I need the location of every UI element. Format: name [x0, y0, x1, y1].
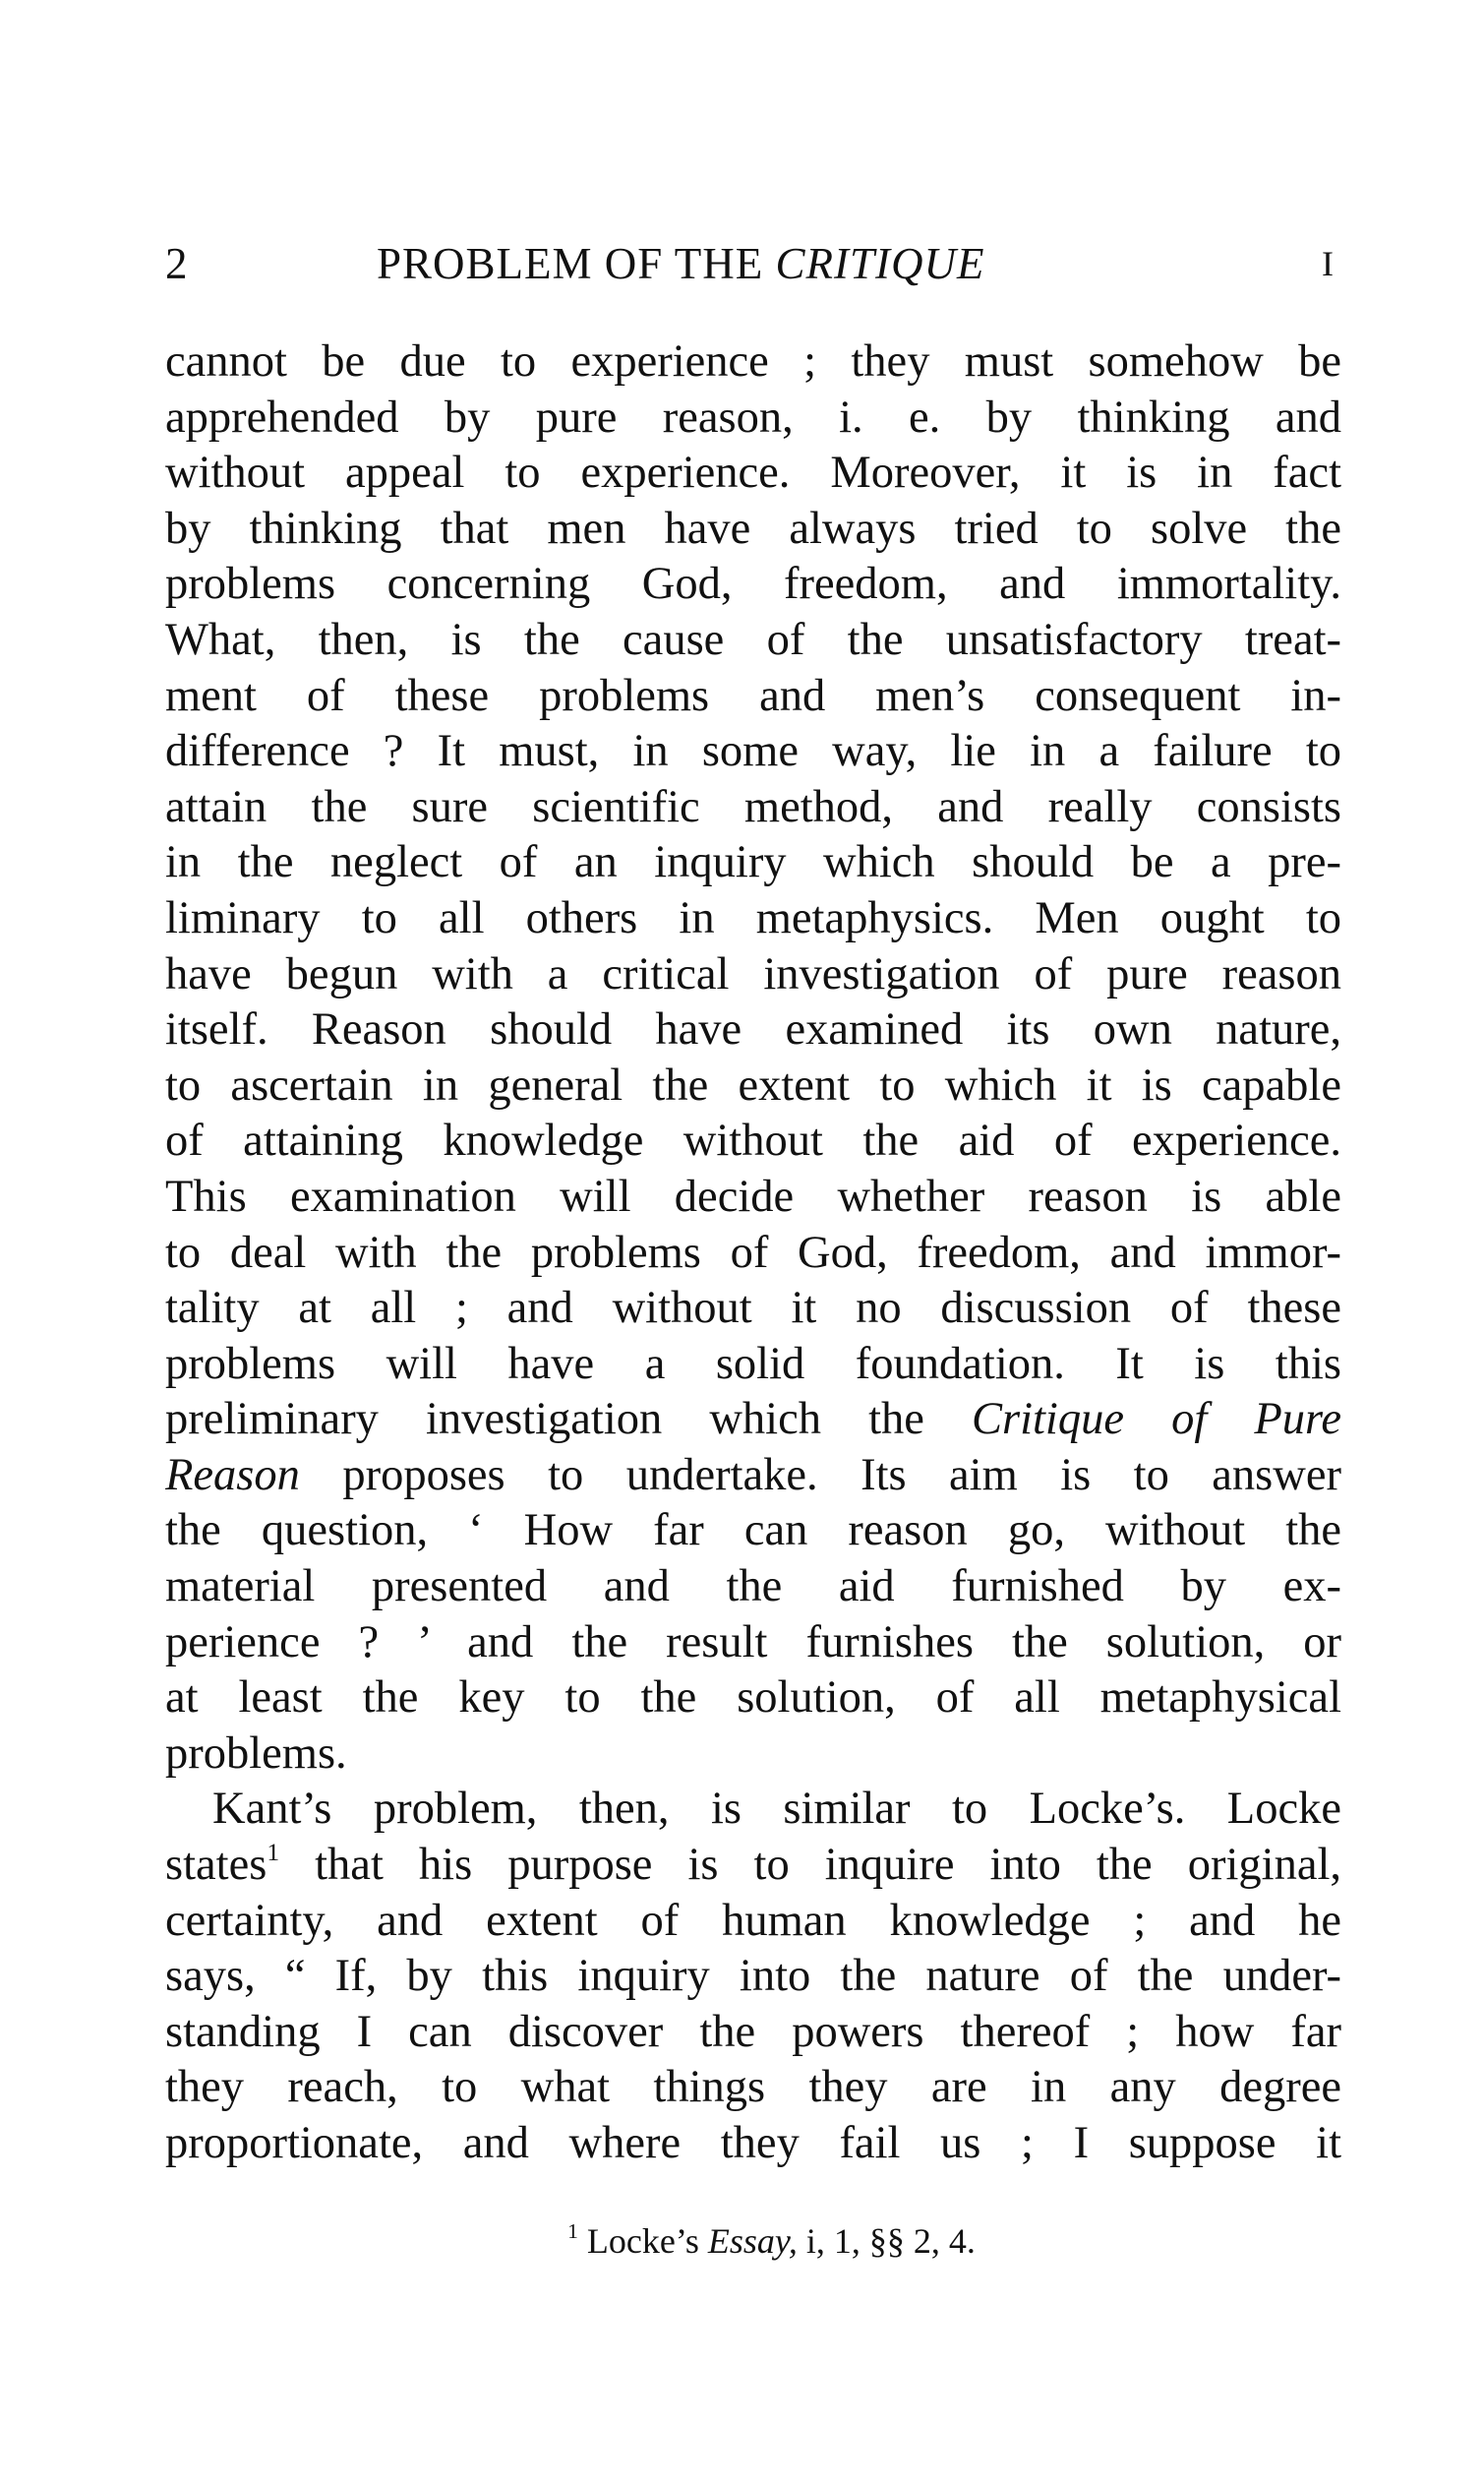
text-line: attain the sure scientific method, and really consists [165, 781, 1341, 832]
text-line: the question, ‘ How far can reason go, without the [165, 1505, 1341, 1556]
running-title [377, 228, 984, 299]
footnote [0, 2217, 1484, 2265]
text-segment: preliminary investigation which the [165, 1394, 972, 1445]
footnote-text: Locke’s [577, 2221, 708, 2261]
text-line: without appeal to experience. Moreover, it is in fact [165, 448, 1341, 499]
book-title-italic: Reason [165, 1449, 300, 1500]
running-header [165, 228, 1341, 299]
text-line: at least the key to the solution, of all metaphysical [165, 1672, 1341, 1724]
chapter-number: I [1322, 244, 1334, 283]
text-line: cannot be due to experience ; they must somehow be [165, 336, 1341, 387]
text-line: difference ? It must, in some way, lie in a failure to [165, 726, 1341, 777]
text-line: standing I can discover the powers thereof ; how far [165, 2006, 1341, 2057]
text-line: to deal with the problems of God, freedom, and immor- [165, 1227, 1341, 1278]
text-line [165, 1392, 1341, 1448]
body-text [165, 334, 1341, 2172]
text-line: apprehended by pure reason, i. e. by thinking and [165, 392, 1341, 443]
text-line [165, 1448, 1341, 1504]
text-line: itself. Reason should have examined its own nature, [165, 1004, 1341, 1056]
footnote-reference: 1 [267, 1838, 280, 1866]
book-title-italic: Critique of Pure [971, 1394, 1341, 1445]
page-number: 2 [165, 239, 188, 288]
text-line: perience ? ’ and the result furnishes the solution, or [165, 1616, 1341, 1667]
text-segment: proposes to undertake. Its aim is to answer [299, 1449, 1341, 1500]
text-line: What, then, is the cause of the unsatisfactory treat- [165, 614, 1341, 665]
text-line: they reach, to what things they are in any degree [165, 2062, 1341, 2113]
text-line: have begun with a critical investigation of pure reason [165, 948, 1341, 1000]
text-line: Kant’s problem, then, is similar to Locke’s. Locke [212, 1784, 1341, 1835]
footnote-text: i, 1, §§ 2, 4. [797, 2221, 976, 2261]
footnote-title-italic: Essay, [707, 2221, 798, 2261]
running-title-italic: CRITIQUE [775, 239, 985, 288]
text-line: This examination will decide whether reason is able [165, 1171, 1341, 1222]
text-segment: states [165, 1840, 267, 1891]
text-line [165, 1838, 1341, 1894]
text-line: proportionate, and where they fail us ; I suppose it [165, 2118, 1341, 2168]
text-line: liminary to all others in metaphysics. Men ought to [165, 892, 1341, 943]
text-line: certainty, and extent of human knowledge ; and he [165, 1895, 1341, 1946]
text-line: in the neglect of an inquiry which should be a pre- [165, 837, 1341, 888]
text-line: tality at all ; and without it no discussion of these [165, 1283, 1341, 1334]
text-line: by thinking that men have always tried to solve the [165, 503, 1341, 554]
text-line: to ascertain in general the extent to which it is capable [165, 1060, 1341, 1111]
text-line: ment of these problems and men’s consequent in- [165, 670, 1341, 721]
text-line: problems. [165, 1727, 347, 1779]
text-line: problems will have a solid foundation. It is this [165, 1338, 1341, 1389]
text-line: says, “ If, by this inquiry into the nature of the under- [165, 1951, 1341, 2002]
footnote-mark: 1 [567, 2218, 578, 2243]
text-segment: that his purpose is to inquire into the original, [279, 1840, 1341, 1891]
text-line: of attaining knowledge without the aid of experience. [165, 1116, 1341, 1167]
running-title-plain: PROBLEM OF THE [377, 239, 776, 288]
text-line: material presented and the aid furnished by ex- [165, 1561, 1341, 1612]
text-line: problems concerning God, freedom, and immortality. [165, 559, 1341, 610]
